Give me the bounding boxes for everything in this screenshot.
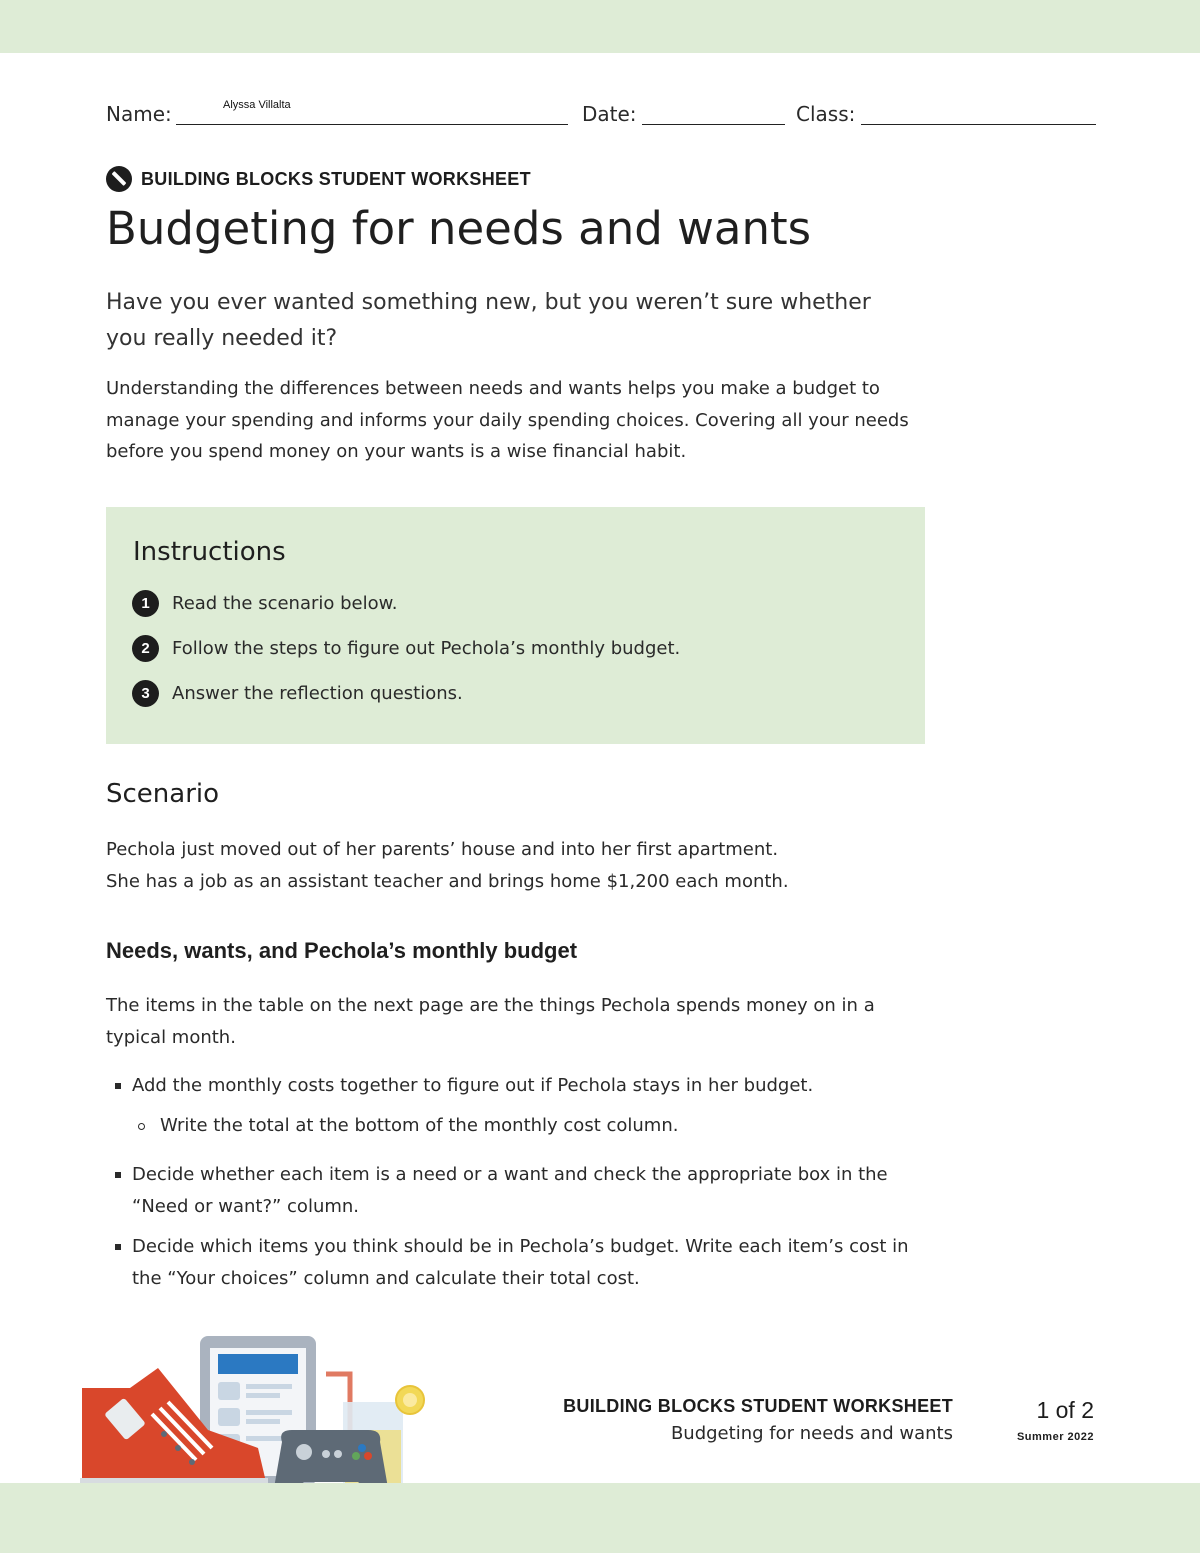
page-number: 1 of 2 <box>1036 1397 1094 1423</box>
needs-wants-illustration <box>68 1330 438 1508</box>
step-text: Answer the reflection questions. <box>172 682 463 704</box>
budget-intro: The items in the table on the next page are the things Pechola spends money on in a typical month. <box>106 995 875 1048</box>
list-item: Decide which items you think should be in Pechola’s budget. Write each item’s cost in the “Your choices” column and calculate their total cost. <box>132 1231 922 1294</box>
list-item: Decide whether each item is a need or a want and check the appropriate box in the “Need or want?” column. <box>132 1159 912 1222</box>
worksheet-eyebrow <box>106 166 531 192</box>
edition-label: Summer 2022 <box>1016 1431 1094 1443</box>
name-value: Alyssa Villalta <box>223 99 291 111</box>
budget-heading: Needs, wants, and Pechola’s monthly budget <box>106 938 578 963</box>
scenario-line: She has a job as an assistant teacher and brings home $1,200 each month. <box>106 871 789 892</box>
sub-bullet-marker <box>138 1123 145 1130</box>
step-number-3: 3 <box>132 680 159 707</box>
list-item: Write the total at the bottom of the monthly cost column. <box>160 1110 910 1142</box>
bullet-marker <box>115 1244 121 1250</box>
class-field[interactable] <box>861 124 1096 125</box>
step-number-1: 1 <box>132 590 159 617</box>
date-label: Date: <box>582 102 637 126</box>
page-title: Budgeting for needs and wants <box>106 202 812 255</box>
name-label: Name: <box>106 102 172 126</box>
instructions-box <box>106 507 925 744</box>
list-item: Add the monthly costs together to figure out if Pechola stays in her budget. <box>132 1070 912 1102</box>
bullet-marker <box>115 1083 121 1089</box>
scenario-heading: Scenario <box>106 779 220 809</box>
bottom-band <box>0 1483 1200 1553</box>
instruction-step <box>132 679 463 707</box>
class-label: Class: <box>796 102 856 126</box>
intro-paragraph: Understanding the differences between needs and wants helps you make a budget to manage your spending and informs your daily spending choices. Covering all your needs before you spend money on your wants is a wise financial habit. <box>106 378 909 462</box>
pencil-icon <box>106 166 132 192</box>
footer-subtitle: Budgeting for needs and wants <box>670 1423 953 1444</box>
step-text: Read the scenario below. <box>172 592 398 614</box>
step-text: Follow the steps to figure out Pechola’s monthly budget. <box>172 637 681 659</box>
date-field[interactable] <box>642 124 785 125</box>
scenario-line: Pechola just moved out of her parents’ house and into her first apartment. <box>106 839 779 860</box>
instruction-step <box>132 589 397 617</box>
top-band <box>0 0 1200 53</box>
scenario-text <box>106 834 926 898</box>
instructions-heading: Instructions <box>133 537 286 567</box>
bullet-marker <box>115 1172 121 1178</box>
step-number-2: 2 <box>132 635 159 662</box>
footer-title: BUILDING BLOCKS STUDENT WORKSHEET <box>563 1396 953 1416</box>
instruction-step <box>132 634 680 662</box>
lede-question: Have you ever wanted something new, but you weren’t sure whether you really needed it? <box>106 290 871 351</box>
eyebrow-text: BUILDING BLOCKS STUDENT WORKSHEET <box>141 168 531 189</box>
name-field[interactable] <box>176 124 568 125</box>
